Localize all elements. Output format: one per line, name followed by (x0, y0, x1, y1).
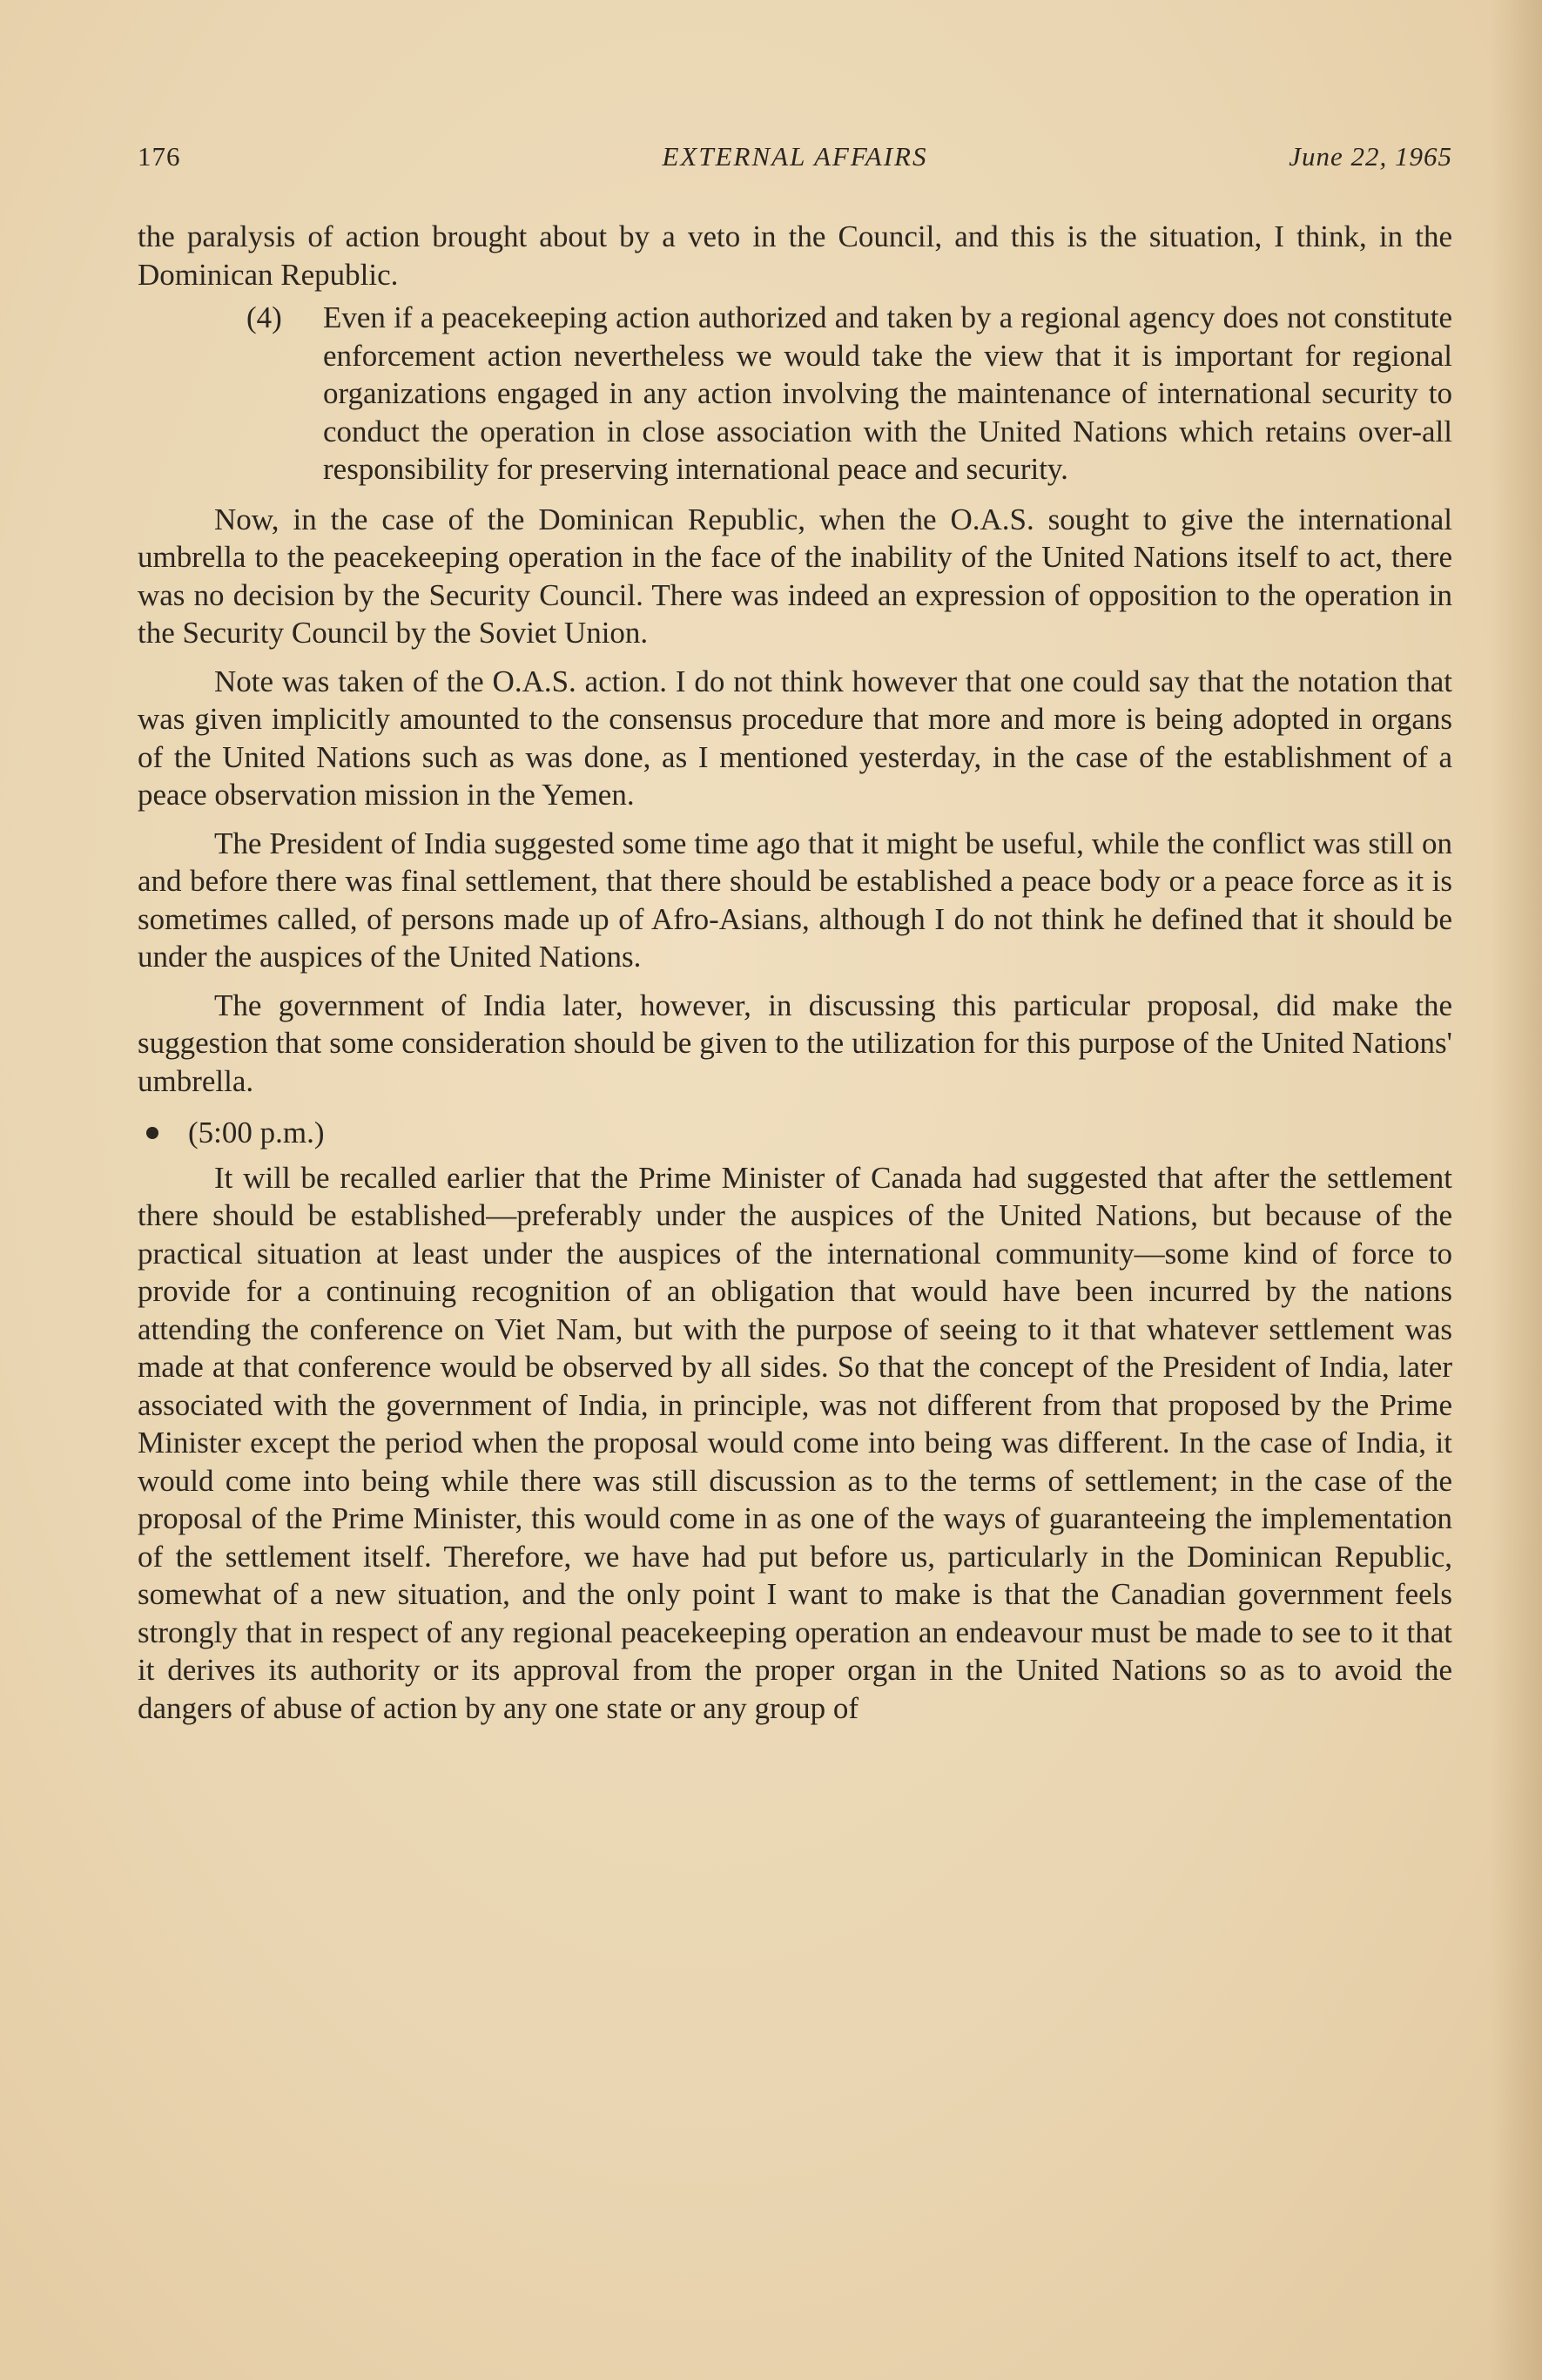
running-header (138, 141, 1452, 179)
paragraph-prime-minister: It will be recalled earlier that the Prime Minister of Canada had suggested that after the settlement there should be established—preferably under the auspices of the United Nations, but because of the practical situation at least under the auspices of the international community—some kind of force to provide for a continuing recognition of an obligation that would have been incurred by the nations attending the conference on Viet Nam, but with the purpose of seeing to it that whatever settlement was made at that conference would be observed by all sides. So that the concept of the President of India, later associated with the government of India, in principle, was not different from that proposed by the Prime Minister except the period when the proposal would come into being was different. In the case of India, it would come into being while there was still discussion as to the terms of settlement; in the case of the proposal of the Prime Minister, this would come in as one of the ways of guaranteeing the implementation of the settlement itself. Therefore, we have had put before us, particularly in the Dominican Republic, somewhat of a new situation, and the only point I want to make is that the Canadian government feels strongly that in respect of any regional peacekeeping operation an endeavour must be made to see to it that it derives its authority or its approval from the proper organ in the United Nations so as to avoid the dangers of abuse of action by any one state or any group of (138, 1160, 1452, 1725)
time-marker-text: (5:00 p.m.) (188, 1116, 325, 1150)
item-text: Even if a peacekeeping action authorized and taken by a regional agency does not constitute enforcement action nevertheless we would take the view that it is important for regional organizations engaged in any action involving the maintenance of international security to conduct the operation in close association with the United Nations which retains over-all responsibility for preserving international peace and security. (323, 300, 1452, 486)
bullet-icon (146, 1127, 158, 1139)
paragraph-continuation: the paralysis of action brought about by a veto in the Council, and this is the situation, I think, in the Dominican Republic. (138, 219, 1452, 292)
time-marker (138, 1114, 1452, 1152)
paragraph-president-india: The President of India suggested some time ago that it might be useful, while the conflict was still on and before there was final settlement, that there should be established a peace body or a peace force as it is sometimes called, of persons made up of Afro-Asians, although I do not think he defined that it should be under the auspices of the United Nations. (138, 826, 1452, 974)
issue-date: June 22, 1965 (1289, 141, 1452, 172)
paragraph-dominican-oas: Now, in the case of the Dominican Republic, when the O.A.S. sought to give the international umbrella to the peacekeeping operation in the face of the inability of the United Nations itself to act, there was no decision by the Security Council. There was indeed an expression of opposition to the operation in the Security Council by the Soviet Union. (138, 502, 1452, 650)
paragraph-oas-notation: Note was taken of the O.A.S. action. I do not think however that one could say that the notation that was given implicitly amounted to the consensus procedure that more and more is being adopted in organs of the United Nations such as was done, as I mentioned yesterday, in the case of the establishment of a peace observation mission in the Yemen. (138, 664, 1452, 812)
page-edge-shadow (1490, 0, 1542, 2380)
page-number: 176 (138, 141, 181, 172)
numbered-item-4 (138, 299, 1452, 489)
item-number: (4) (246, 300, 282, 334)
article-body (138, 218, 1452, 1727)
paragraph-government-india: The government of India later, however, in discussing this particular proposal, did make the suggestion that some consideration should be given to the utilization for this purpose of the United Nations' umbrella. (138, 988, 1452, 1098)
journal-title: EXTERNAL AFFAIRS (662, 141, 928, 172)
